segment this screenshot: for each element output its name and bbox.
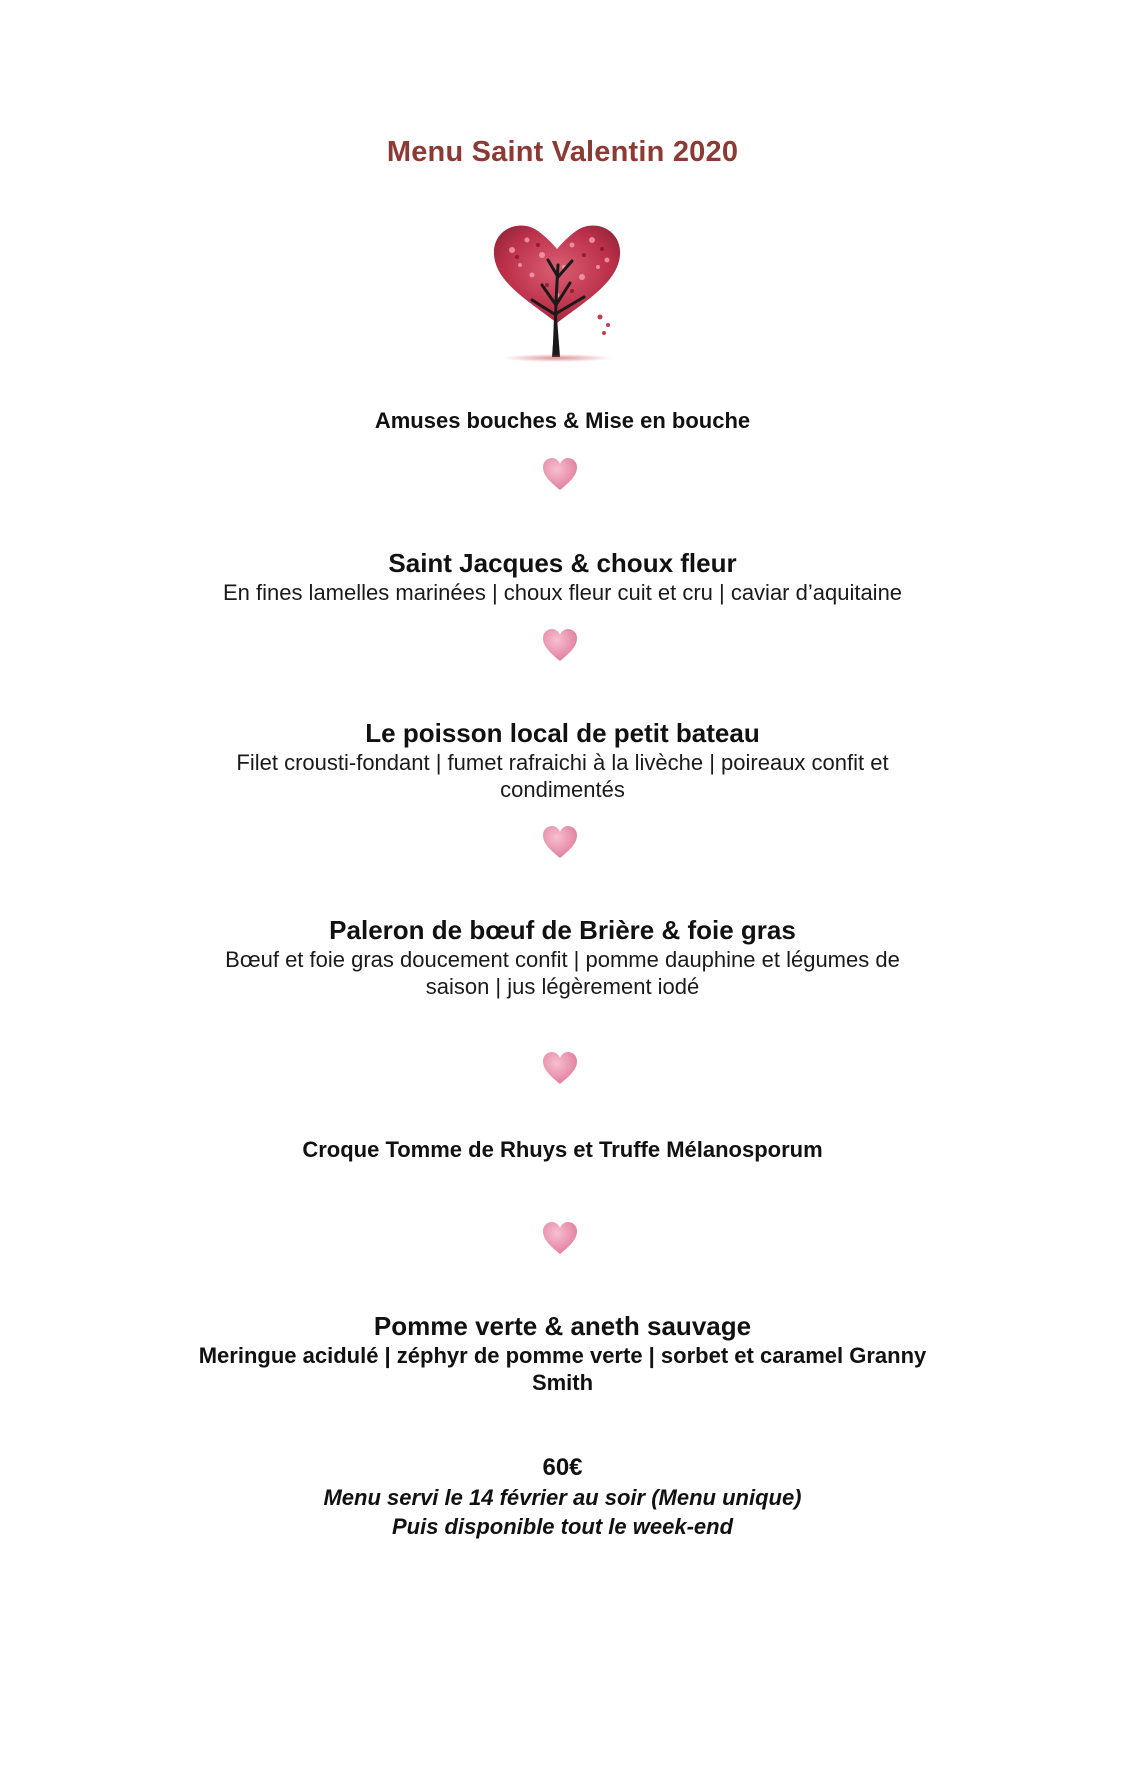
course-paleron-desc-line1: Bœuf et foie gras doucement confit | pomme dauphine et légumes de [225,947,900,972]
menu-note-line2: Puis disponible tout le week-end [391,1514,734,1539]
course-poisson-desc-line1: Filet crousti-fondant | fumet rafraichi à la livèche | poireaux confit et [236,750,889,775]
menu-note-line1: Menu servi le 14 février au soir (Menu unique) [323,1485,802,1510]
course-amuses-title: Amuses bouches & Mise en bouche [374,408,751,433]
course-pomme-desc-line2: Smith [531,1370,594,1395]
heart-divider-icon [541,627,579,663]
course-paleron-title: Paleron de bœuf de Brière & foie gras [329,915,796,945]
heart-divider-icon [541,1050,579,1086]
course-poisson-desc-line2: condimentés [500,777,625,802]
course-paleron-desc-line2: saison | jus légèrement iodé [425,974,700,999]
course-saint-jacques-desc: En fines lamelles marinées | choux fleur cuit et cru | caviar d’aquitaine [222,580,903,605]
course-pomme-desc-line1: Meringue acidulé | zéphyr de pomme verte | sorbet et caramel Granny [198,1343,927,1368]
course-poisson-title: Le poisson local de petit bateau [365,718,760,748]
course-saint-jacques-title: Saint Jacques & choux fleur [388,548,737,578]
menu-title: Menu Saint Valentin 2020 [386,136,739,168]
heart-tree-icon [472,205,642,375]
heart-divider-icon [541,1220,579,1256]
course-pomme-title: Pomme verte & aneth sauvage [373,1311,752,1341]
menu-price: 60€ [542,1454,583,1481]
course-croque-title: Croque Tomme de Rhuys et Truffe Mélanosporum [302,1137,823,1162]
heart-divider-icon [541,456,579,492]
heart-divider-icon [541,824,579,860]
